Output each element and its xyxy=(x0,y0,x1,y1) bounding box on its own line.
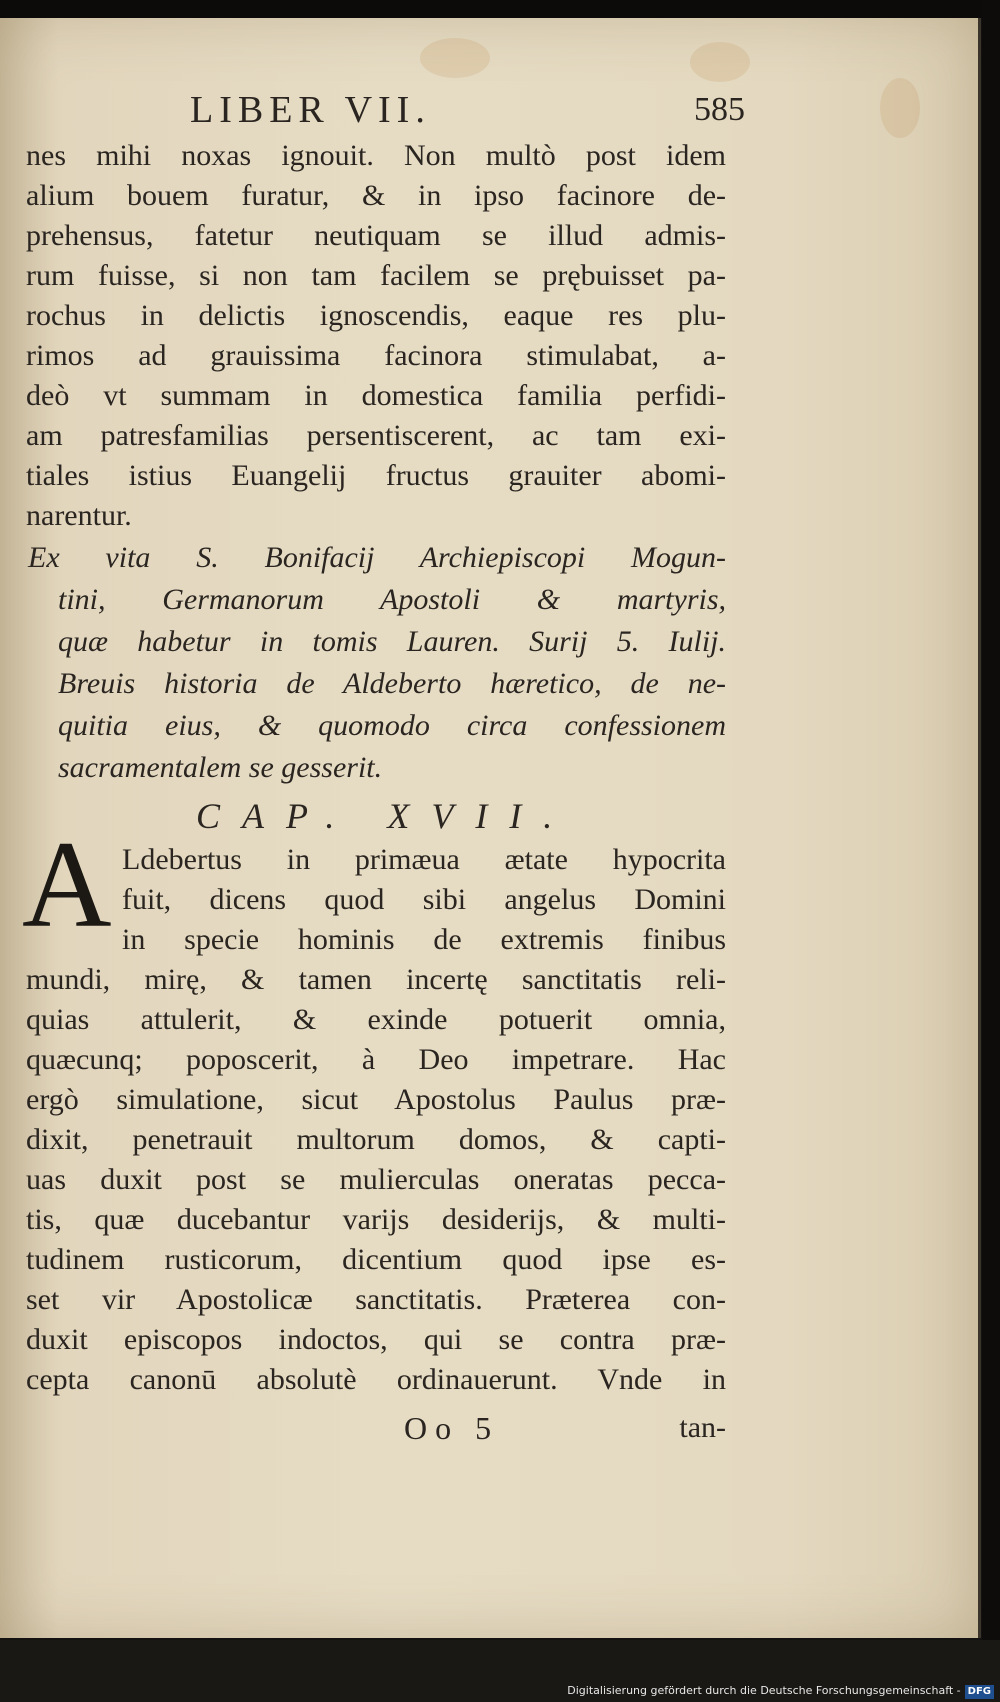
text-line: prehensus, fatetur neutiquam se illud admis- xyxy=(26,219,726,252)
digitization-credit xyxy=(560,1680,994,1702)
text-line: mundi, mirę, & tamen incertę sanctitatis reli- xyxy=(26,963,726,996)
text-line: rum fuisse, si non tam facilem se prębuisset pa- xyxy=(26,259,726,292)
signature-mark: Oo 5 xyxy=(404,1410,500,1446)
text-line: Ldebertus in primæua ætate hypocrita xyxy=(122,843,726,876)
text-line: fuit, dicens quod sibi angelus Domini xyxy=(122,883,726,916)
drop-cap-initial: A xyxy=(22,816,112,953)
text-line: duxit episcopos indoctos, qui se contra præ- xyxy=(26,1323,726,1356)
text-line: am patresfamilias persentiscerent, ac tam exi- xyxy=(26,419,726,452)
text-line: cepta canonū absolutè ordinauerunt. Vnde in xyxy=(26,1363,726,1396)
text-line: tiales istius Euangelij fructus grauiter abomi- xyxy=(26,459,726,492)
paper-stain xyxy=(690,42,750,82)
text-line: tudinem rusticorum, dicentium quod ipse es- xyxy=(26,1243,726,1276)
text-line: alium bouem furatur, & in ipso facinore de- xyxy=(26,179,726,212)
text-line: in specie hominis de extremis finibus xyxy=(122,923,726,956)
text-line: dixit, penetrauit multorum domos, & capti- xyxy=(26,1123,726,1156)
text-line: rimos ad grauissima facinora stimulabat, a- xyxy=(26,339,726,372)
rubric-line: sacramentalem se gesserit. xyxy=(58,751,383,784)
dfg-logo: DFG xyxy=(965,1685,994,1699)
scan-frame-right xyxy=(982,0,1000,1702)
running-head: LIBER VII. xyxy=(190,89,431,131)
rubric-line: tini, Germanorum Apostoli & martyris, xyxy=(58,583,726,616)
chapter-heading: CAP. XVII. xyxy=(196,796,575,836)
text-line: quæcunq; poposcerit, à Deo impetrare. Hac xyxy=(26,1043,726,1076)
text-line: quias attulerit, & exinde potuerit omnia, xyxy=(26,1003,726,1036)
rubric-line: quitia eius, & quomodo circa confessionem xyxy=(58,709,726,742)
text-line: deò vt summam in domestica familia perfidi- xyxy=(26,379,726,412)
rubric-line: quæ habetur in tomis Lauren. Surij 5. Iulij. xyxy=(58,625,726,658)
rubric-line: Breuis historia de Aldeberto hæretico, de ne- xyxy=(58,667,726,700)
credit-text: Digitalisierung gefördert durch die Deutsche Forschungsgemeinschaft - xyxy=(567,1684,961,1697)
text-line: nes mihi noxas ignouit. Non multò post idem xyxy=(26,139,726,172)
text-line: set vir Apostolicæ sanctitatis. Præterea con- xyxy=(26,1283,726,1316)
text-line: rochus in delictis ignoscendis, eaque res plu- xyxy=(26,299,726,332)
catchword: tan- xyxy=(679,1411,726,1444)
scan-frame-top xyxy=(0,0,1000,18)
book-page xyxy=(0,18,981,1638)
paper-stain xyxy=(880,78,920,138)
paper-stain xyxy=(420,38,490,78)
text-line: narentur. xyxy=(26,499,132,532)
text-line: tis, quæ ducebantur varijs desiderijs, & multi- xyxy=(26,1203,726,1236)
text-line: uas duxit post se mulierculas oneratas pecca- xyxy=(26,1163,726,1196)
rubric-line: Ex vita S. Bonifacij Archiepiscopi Mogun- xyxy=(28,541,726,574)
page-number: 585 xyxy=(694,91,745,128)
text-line: ergò simulatione, sicut Apostolus Paulus præ- xyxy=(26,1083,726,1116)
